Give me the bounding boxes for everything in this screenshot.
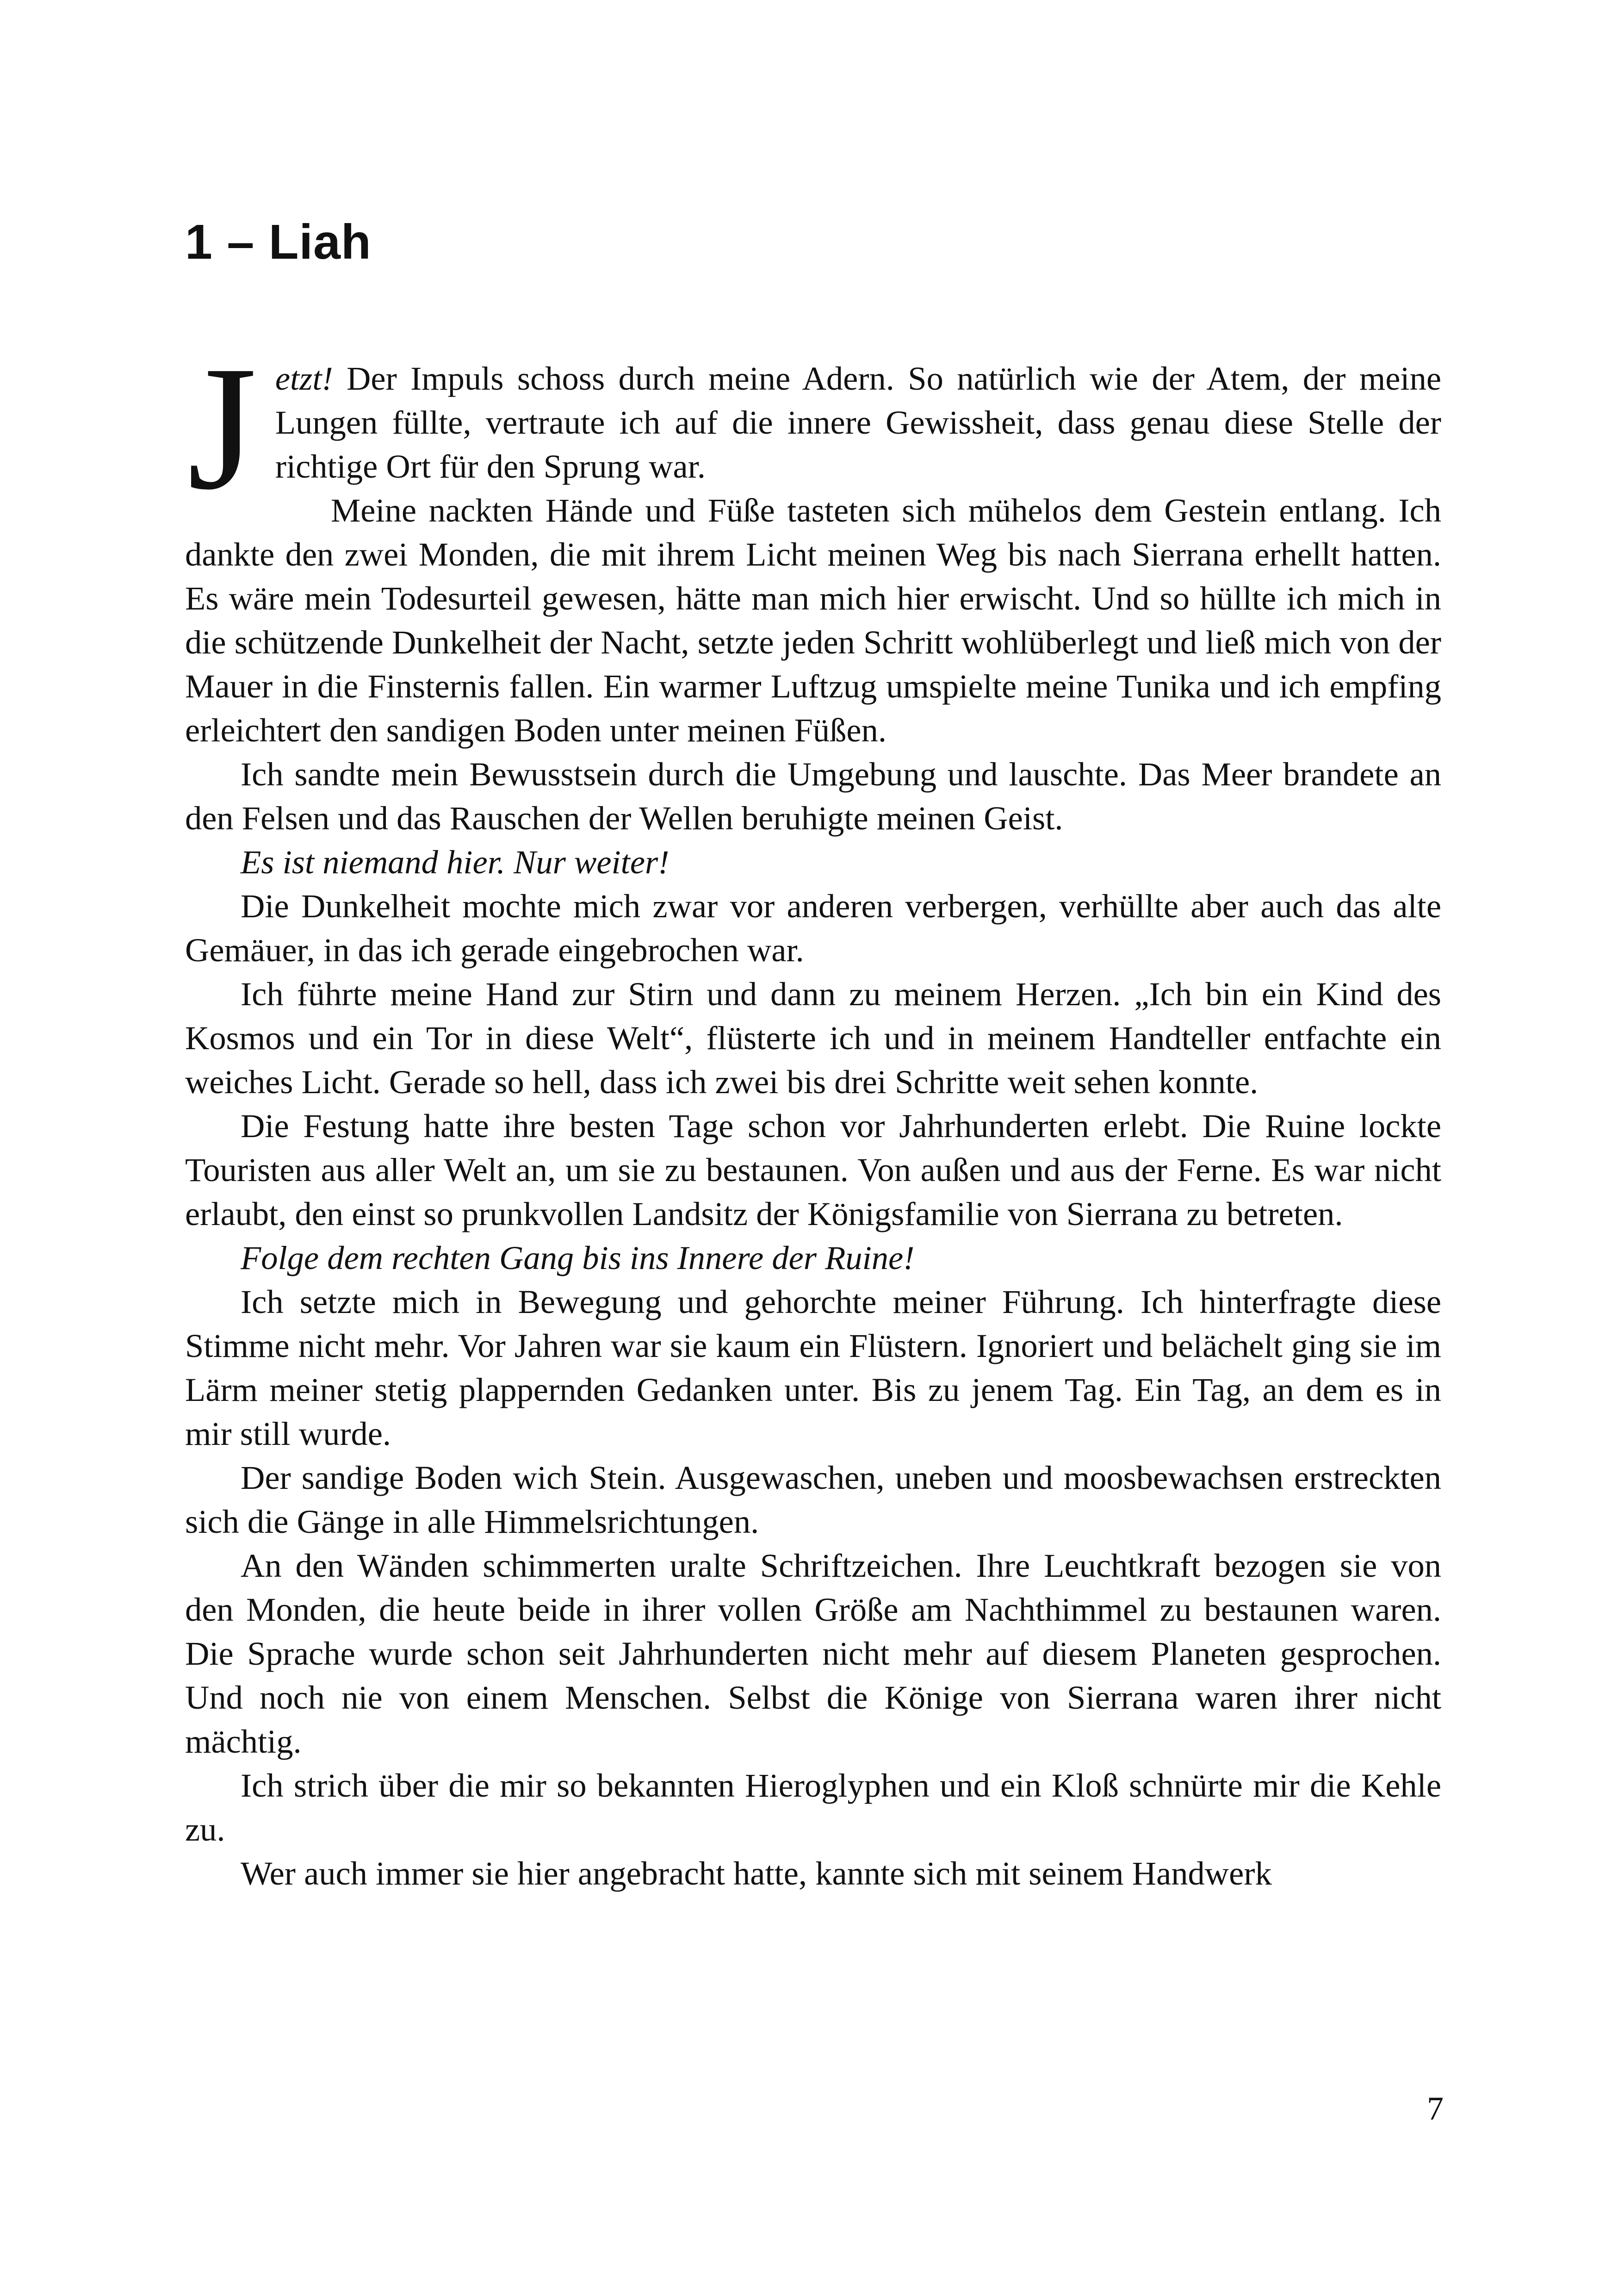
paragraph: Die Dunkelheit mochte mich zwar vor anderen verbergen, verhüllte aber auch das alte Gemäuer, in das ich gerade eingebrochen war. [185, 887, 1441, 969]
paragraph: Wer auch immer sie hier angebracht hatte, kannte sich mit seinem Handwerk [241, 1854, 1272, 1892]
paragraph: Ich strich über die mir so bekannten Hieroglyphen und ein Kloß schnürte mir die Kehle zu. [185, 1767, 1441, 1848]
paragraph-text: Der Impuls schoss durch meine Adern. So natürlich wie der Atem, der meine Lungen füllte, vertraute ich auf die innere Gewissheit, dass genau diese Stelle der richtige Ort für den Sprung war. [275, 360, 1441, 485]
paragraph: An den Wänden schimmerten uralte Schriftzeichen. Ihre Leuchtkraft bezogen sie von den Monden, die heute beide in ihrer vollen Größe am Nachthimmel zu bestaunen waren. Die Sprache wurde schon seit Jahrhunderten nicht mehr auf diesem Planeten gesprochen. Und noch nie von einem Menschen. Selbst die Könige von Sierrana waren ihrer nicht mächtig. [185, 1547, 1441, 1760]
paragraph: Die Festung hatte ihre besten Tage schon vor Jahrhunderten erlebt. Die Ruine lockte Touristen aus aller Welt an, um sie zu bestaunen. Von außen und aus der Ferne. Es war nicht erlaubt, den einst so prunkvollen Landsitz der Königsfamilie von Sierrana zu betreten. [185, 1107, 1441, 1232]
page-number: 7 [1427, 2090, 1444, 2127]
chapter-title: 1 – Liah [185, 215, 372, 269]
paragraph: Meine nackten Hände und Füße tasteten sich mühelos dem Gestein entlang. Ich dankte den zwei Monden, die mit ihrem Licht meinen Weg bis nach Sierrana erhellt hatten. Es wäre mein Todesurteil gewesen, hätte man mich hier erwischt. Und so hüllte ich mich in die schützende Dunkelheit der Nacht, setzte jeden Schritt wohlüberlegt und ließ mich von der Mauer in die Finsternis fallen. Ein warmer Luftzug umspielte meine Tunika und ich empfing erleichtert den sandigen Boden unter meinen Füßen. [185, 492, 1441, 749]
paragraph-opening [185, 330, 1441, 527]
paragraph: Ich sandte mein Bewusstsein durch die Umgebung und lauschte. Das Meer brandete an den Felsen und das Rauschen der Wellen beruhigte meinen Geist. [185, 755, 1441, 837]
paragraph: Ich führte meine Hand zur Stirn und dann zu meinem Herzen. „Ich bin ein Kind des Kosmos und ein Tor in diese Welt“, flüsterte ich und in meinem Handteller entfachte ein weiches Licht. Gerade so hell, dass ich zwei bis drei Schritte weit sehen konnte. [185, 975, 1441, 1101]
paragraph: Der sandige Boden wich Stein. Ausgewaschen, uneben und moosbewachsen erstreckten sich die Gänge in alle Himmelsrichtungen. [185, 1459, 1441, 1540]
paragraph: Ich setzte mich in Bewegung und gehorchte meiner Führung. Ich hinterfragte diese Stimme nicht mehr. Vor Jahren war sie kaum ein Flüstern. Ignoriert und belächelt ging sie im Lärm meiner stetig plappernden Gedanken unter. Bis zu jenem Tag. Ein Tag, an dem es in mir still wurde. [185, 1283, 1441, 1452]
chapter-body [185, 330, 1441, 1895]
inner-voice-line: Es ist niemand hier. Nur weiter! [241, 843, 670, 881]
opening-italic-word: etzt! [275, 360, 333, 397]
inner-voice-line: Folge dem rechten Gang bis ins Innere der Ruine! [241, 1239, 915, 1276]
drop-cap: J [187, 330, 257, 527]
